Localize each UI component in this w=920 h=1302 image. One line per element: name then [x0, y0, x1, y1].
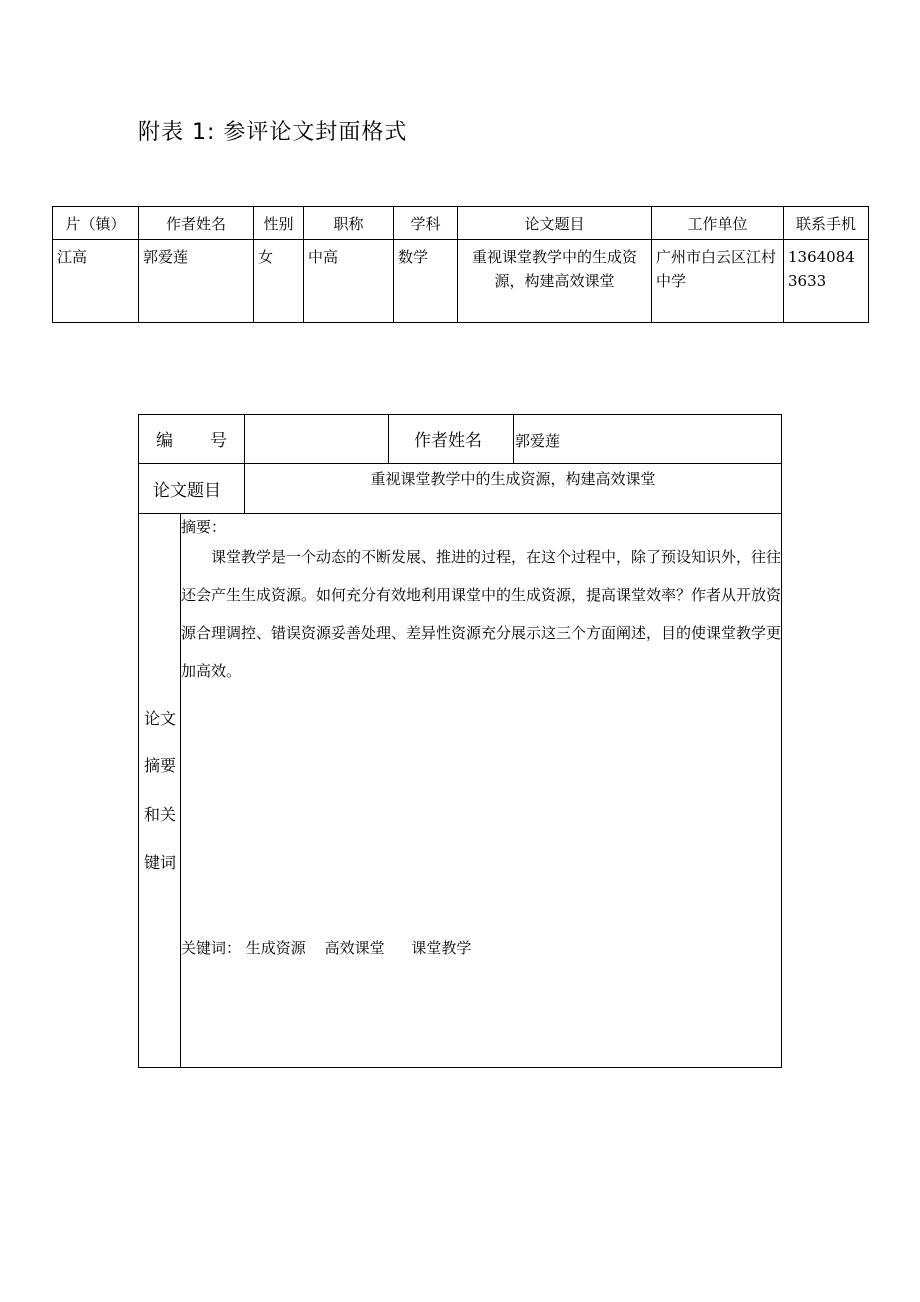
workplace-cell: 广州市白云区江村中学	[652, 240, 784, 323]
author-cell: 郭爱莲	[139, 240, 254, 323]
side-label-line: 论文	[143, 709, 176, 728]
gender-cell: 女	[254, 240, 304, 323]
side-label-line: 和关	[143, 805, 176, 824]
keywords-label: 关键词：	[181, 939, 242, 957]
header-cell: 联系手机	[784, 207, 869, 240]
paper-topic-cell: 重视课堂教学中的生成资源，构建高效课堂	[458, 240, 652, 323]
divider	[244, 414, 245, 513]
topic-value: 重视课堂教学中的生成资源，构建高效课堂	[370, 470, 656, 488]
author-value: 郭爱莲	[515, 432, 561, 450]
district-cell: 江高	[53, 240, 139, 323]
header-cell: 片（镇）	[53, 207, 139, 240]
divider	[138, 513, 782, 514]
author-label: 作者姓名	[414, 431, 482, 451]
header-cell: 作者姓名	[139, 207, 254, 240]
header-cell: 职称	[304, 207, 394, 240]
table-header-row	[53, 207, 869, 240]
keyword: 高效课堂	[324, 939, 385, 957]
header-cell: 工作单位	[652, 207, 784, 240]
divider	[513, 414, 514, 463]
divider	[388, 414, 389, 463]
page-title: 附表 1: 参评论文封面格式	[138, 120, 408, 145]
number-label: 编 号	[156, 431, 228, 451]
keyword: 生成资源	[245, 939, 306, 957]
side-label-line: 摘要	[143, 756, 176, 775]
author-info-table	[52, 206, 869, 323]
phone-cell: 13640843633	[784, 240, 869, 323]
table-row	[53, 240, 869, 323]
side-label-line: 键词	[143, 853, 176, 872]
topic-label: 论文题目	[153, 481, 221, 501]
header-cell: 性别	[254, 207, 304, 240]
header-cell: 学科	[394, 207, 458, 240]
subject-cell: 数学	[394, 240, 458, 323]
title-rank-cell: 中高	[304, 240, 394, 323]
abstract-text: 课堂教学是一个动态的不断发展、推进的过程，在这个过程中，除了预设知识外，往往还会产生生成资源。如何充分有效地利用课堂中的生成资源，提高课堂效率？作者从开放资源合理调控、错误资源妥善处理、差异性资源充分展示这三个方面阐述，目的使课堂教学更加高效。	[181, 548, 782, 680]
keywords-line	[181, 937, 471, 958]
abstract-heading: 摘要：	[181, 518, 227, 536]
keyword: 课堂教学	[411, 939, 472, 957]
header-cell: 论文题目	[458, 207, 652, 240]
divider	[138, 463, 782, 464]
